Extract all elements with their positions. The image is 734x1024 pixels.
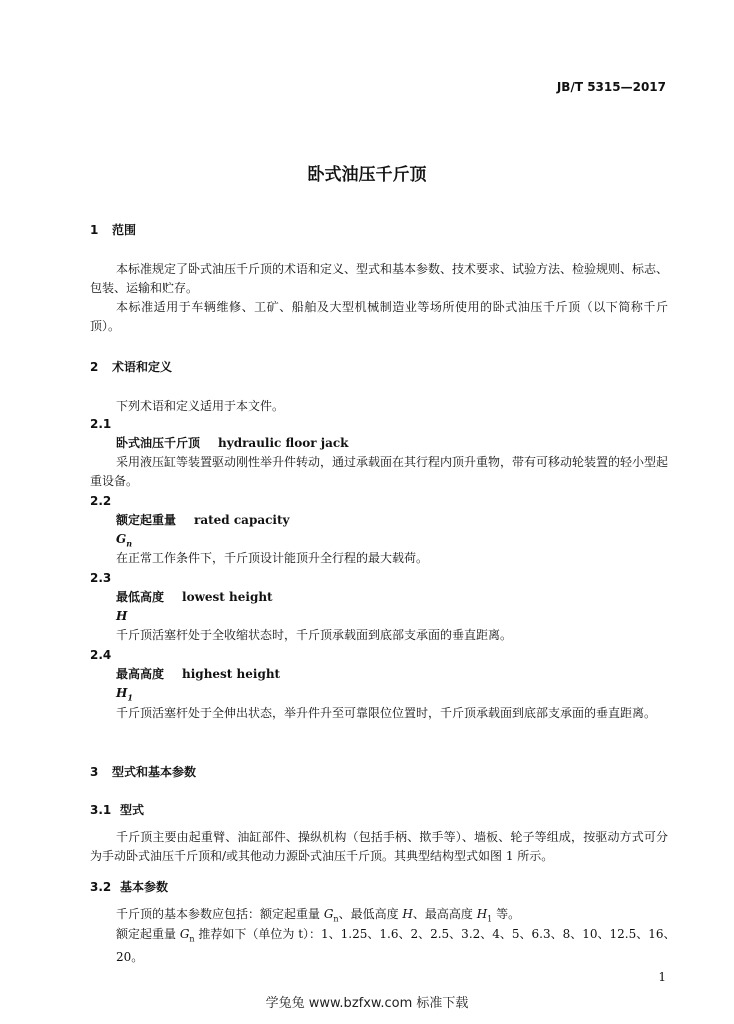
subsection-number: 3.1 — [90, 803, 112, 817]
standard-code: JB/T 5315—2017 — [556, 80, 666, 94]
page-number: 1 — [658, 970, 666, 984]
term-definition: 千斤顶活塞杆处于全收缩状态时，千斤顶承载面到底部支承面的垂直距离。 — [116, 628, 513, 642]
subsection-title: 型式 — [120, 803, 145, 817]
section-number: 3 — [90, 765, 99, 779]
term-en: highest height — [182, 667, 281, 681]
subsection-3-1-heading — [90, 801, 668, 820]
term-definition: 千斤顶活塞杆处于全伸出状态，举升件升至可靠限位位置时，千斤顶承载面到底部支承面的垂直距离。 — [116, 706, 657, 720]
term-cn: 额定起重量 — [116, 513, 177, 527]
term-entry — [90, 434, 694, 453]
section-title: 型式和基本参数 — [112, 765, 197, 779]
section-3-heading — [90, 763, 668, 782]
term-en: rated capacity — [194, 513, 290, 527]
term-entry — [90, 511, 694, 530]
paragraph: 千斤顶主要由起重臂、油缸部件、操纵机构（包括手柄、揿手等）、墙板、轮子等组成，按驱动方式可分为手动卧式油压千斤顶和/或其他动力源卧式油压千斤顶。其典型结构型式如图 1 所示。 — [90, 830, 668, 863]
term-entry — [90, 588, 694, 607]
term-number: 2.2 — [90, 494, 112, 508]
term-definition: 在正常工作条件下，千斤顶设计能顶升全行程的最大载荷。 — [116, 551, 429, 565]
footer-watermark: 学兔兔 www.bzfxw.com 标准下载 — [265, 996, 469, 1011]
section-title: 范围 — [112, 223, 137, 237]
section-2-heading — [90, 358, 668, 377]
subsection-title: 基本参数 — [120, 880, 169, 894]
term-en: lowest height — [182, 590, 273, 604]
term-definition: 采用液压缸等装置驱动刚性举升件转动，通过承载面在其行程内顶升重物，带有可移动轮装置的轻小型起重设备。 — [90, 455, 669, 488]
term-symbol: $G_n$ — [116, 532, 133, 549]
term-en: hydraulic floor jack — [218, 436, 349, 450]
paragraph: 千斤顶的基本参数应包括：额定起重量 $G_n$、最低高度 H、最高高度 $H_1$ 等。 — [116, 907, 521, 924]
term-number: 2.4 — [90, 648, 112, 662]
term-entry — [90, 665, 694, 684]
subsection-3-2-heading — [90, 878, 668, 897]
section-number: 1 — [90, 223, 99, 237]
term-number: 2.3 — [90, 571, 112, 585]
term-cn: 最低高度 — [116, 590, 165, 604]
paragraph: 本标准规定了卧式油压千斤顶的术语和定义、型式和基本参数、技术要求、试验方法、检验规则、标志、包装、运输和贮存。 — [90, 262, 669, 295]
term-symbol: H — [116, 609, 128, 623]
subsection-number: 3.2 — [90, 880, 112, 894]
section-1-heading — [90, 221, 668, 240]
paragraph: 下列术语和定义适用于本文件。 — [116, 399, 285, 413]
paragraph: 额定起重量 $G_n$ 推荐如下（单位为 t）：1、1.25、1.6、2、2.5、3.2、4、5、6.3、8、10、12.5、16、20。 — [116, 927, 676, 965]
section-title: 术语和定义 — [112, 360, 173, 374]
term-symbol: $H_1$ — [116, 686, 133, 703]
term-number: 2.1 — [90, 417, 112, 431]
section-number: 2 — [90, 360, 99, 374]
paragraph: 本标准适用于车辆维修、工矿、船舶及大型机械制造业等场所使用的卧式油压千斤顶（以下简称千斤顶）。 — [90, 300, 668, 333]
term-cn: 卧式油压千斤顶 — [116, 436, 201, 450]
term-cn: 最高高度 — [116, 667, 165, 681]
document-title: 卧式油压千斤顶 — [307, 165, 427, 185]
